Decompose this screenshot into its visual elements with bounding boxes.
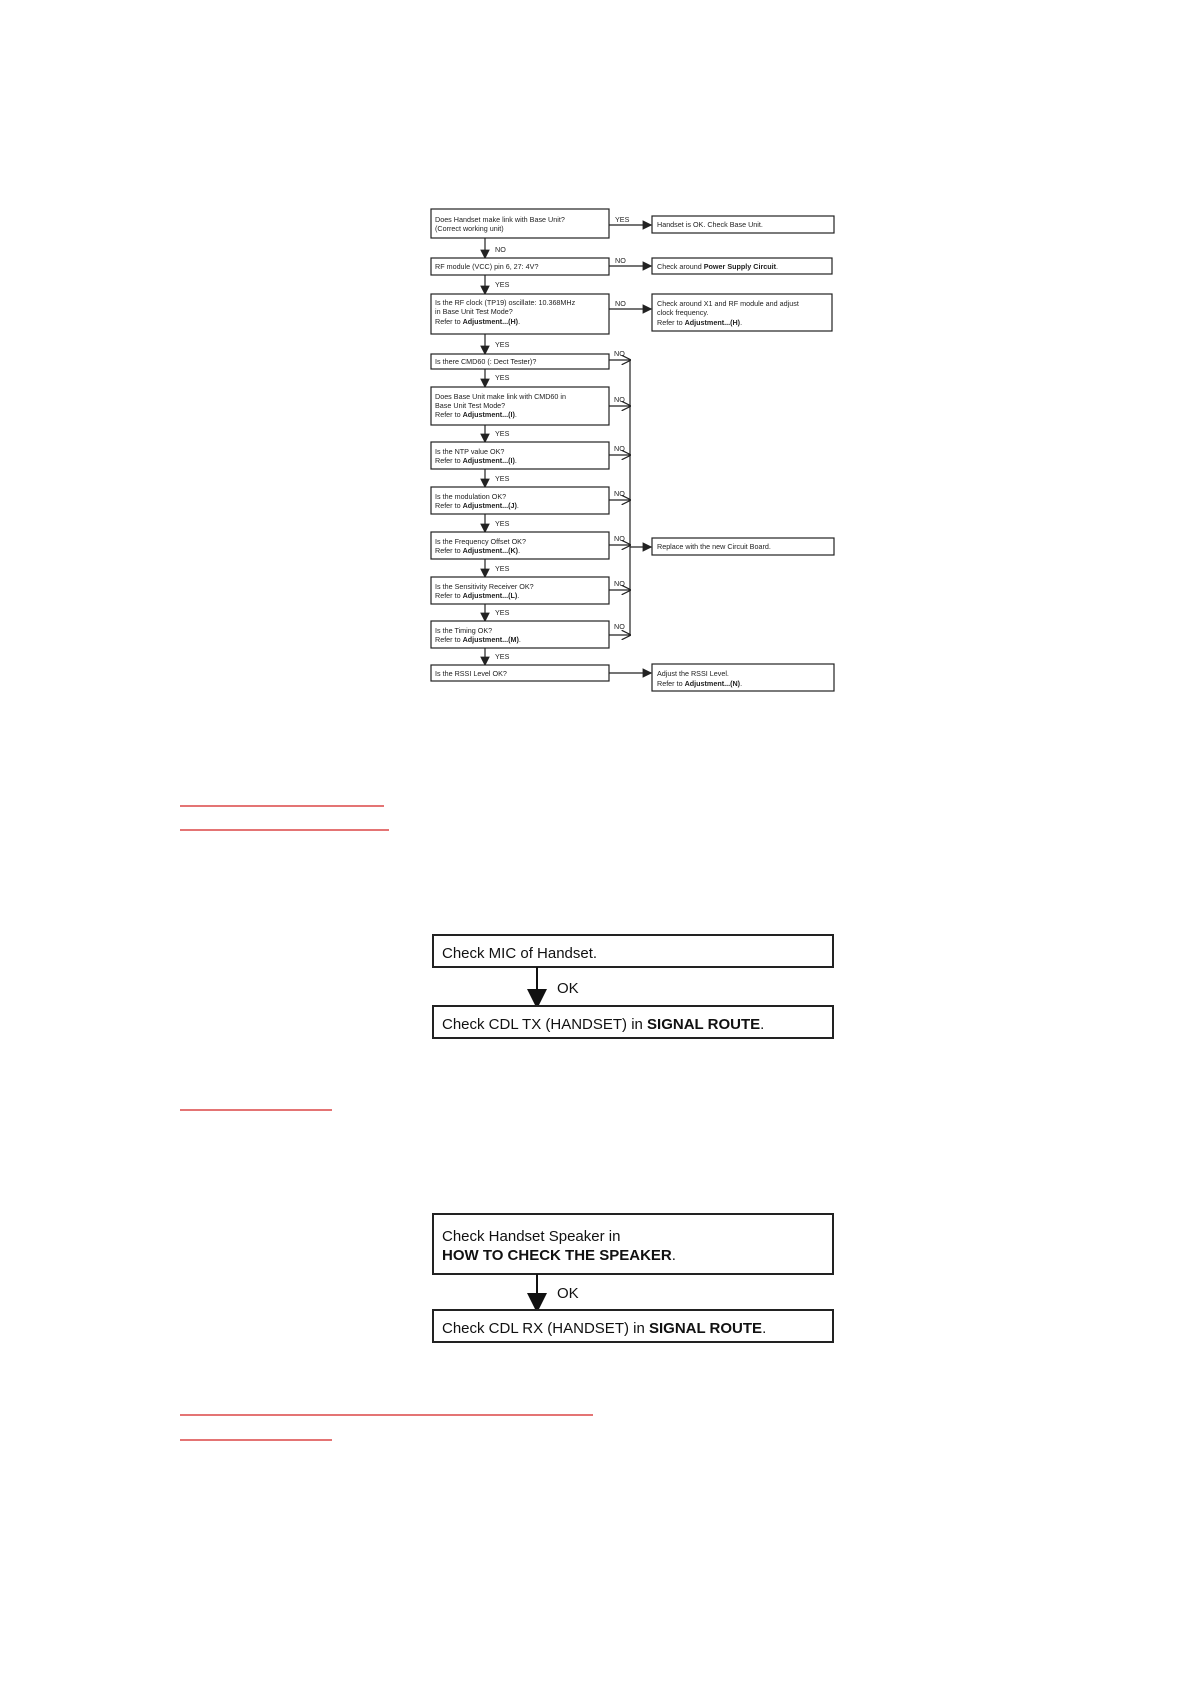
q2-text: RF module (VCC) pin 6, 27: 4V? (435, 262, 539, 271)
edge-q7-q8-label: YES (495, 519, 510, 528)
f2-box1-text: Check MIC of Handset. (442, 945, 598, 962)
edge-q6-q7-label: YES (495, 474, 510, 483)
f3-box1-line1: Check Handset Speaker in (442, 1228, 621, 1245)
q4-text: Is there CMD60 (: Dect Tester)? (435, 357, 537, 366)
r5-line1: Adjust the RSSI Level. (657, 669, 729, 678)
q6-line1: Is the NTP value OK? (435, 447, 505, 456)
edge-q5-no-label: NO (614, 395, 625, 404)
r3-line3: Refer to Adjustment...(H). (657, 318, 743, 327)
f3-box2-text: Check CDL RX (HANDSET) in SIGNAL ROUTE. (442, 1320, 767, 1337)
r1-text: Handset is OK. Check Base Unit. (657, 220, 763, 229)
f3-edge-label: OK (557, 1285, 579, 1302)
q3-line1: Is the RF clock (TP19) oscillate: 10.368MHz (435, 298, 576, 307)
edge-q5-q6-label: YES (495, 429, 510, 438)
q9-line2: Refer to Adjustment...(L). (435, 591, 520, 600)
edge-q4-q5-label: YES (495, 373, 510, 382)
r2-text: Check around Power Supply Circuit. (657, 262, 779, 271)
edge-q6-no-label: NO (614, 444, 625, 453)
edge-q1-q2-label: NO (495, 245, 506, 254)
r4-text: Replace with the new Circuit Board. (657, 542, 771, 551)
f2-edge-label: OK (557, 980, 579, 997)
f2-box2-text: Check CDL TX (HANDSET) in SIGNAL ROUTE. (442, 1016, 765, 1033)
q7-line2: Refer to Adjustment...(J). (435, 501, 519, 510)
q1-line2: (Correct working unit) (435, 224, 504, 233)
q5-line2: Base Unit Test Mode? (435, 401, 506, 410)
f3-box1-line2: HOW TO CHECK THE SPEAKER. (442, 1247, 676, 1264)
r3-line1: Check around X1 and RF module and adjust (657, 299, 799, 308)
q8-line1: Is the Frequency Offset OK? (435, 537, 526, 546)
edge-q8-no-label: NO (614, 534, 625, 543)
no-branch-collector (609, 349, 651, 635)
q3-line2: in Base Unit Test Mode? (435, 307, 513, 316)
edge-q2-r2-label: NO (615, 256, 626, 265)
edge-q10-no-label: NO (614, 622, 625, 631)
q3-line3: Refer to Adjustment...(H). (435, 317, 521, 326)
edge-q3-r3-label: NO (615, 299, 626, 308)
edge-q9-q10-label: YES (495, 608, 510, 617)
r5-line2: Refer to Adjustment...(N). (657, 679, 743, 688)
q10-line2: Refer to Adjustment...(M). (435, 635, 521, 644)
edge-q2-q3-label: YES (495, 280, 510, 289)
edge-q7-no-label: NO (614, 489, 625, 498)
q1-line1: Does Handset make link with Base Unit? (435, 215, 565, 224)
edge-q1-r1-label: YES (615, 215, 630, 224)
flowchart-handset-tx (433, 935, 833, 1038)
flowchart-base-unit-link (431, 209, 834, 691)
edge-q3-q4-label: YES (495, 340, 510, 349)
q5-line3: Refer to Adjustment...(I). (435, 410, 517, 419)
edge-q9-no-label: NO (614, 579, 625, 588)
q11-text: Is the RSSI Level OK? (435, 669, 507, 678)
q7-line1: Is the modulation OK? (435, 492, 507, 501)
q8-line2: Refer to Adjustment...(K). (435, 546, 521, 555)
q6-line2: Refer to Adjustment...(I). (435, 456, 517, 465)
q10-line1: Is the Timing OK? (435, 626, 493, 635)
q9-line1: Is the Sensitivity Receiver OK? (435, 582, 534, 591)
edge-q8-q9-label: YES (495, 564, 510, 573)
q5-line1: Does Base Unit make link with CMD60 in (435, 392, 567, 401)
r3-line2: clock frequency. (657, 308, 709, 317)
edge-q10-q11-label: YES (495, 652, 510, 661)
flowchart-handset-rx (433, 1214, 833, 1342)
edge-q4-no-label: NO (614, 349, 625, 358)
